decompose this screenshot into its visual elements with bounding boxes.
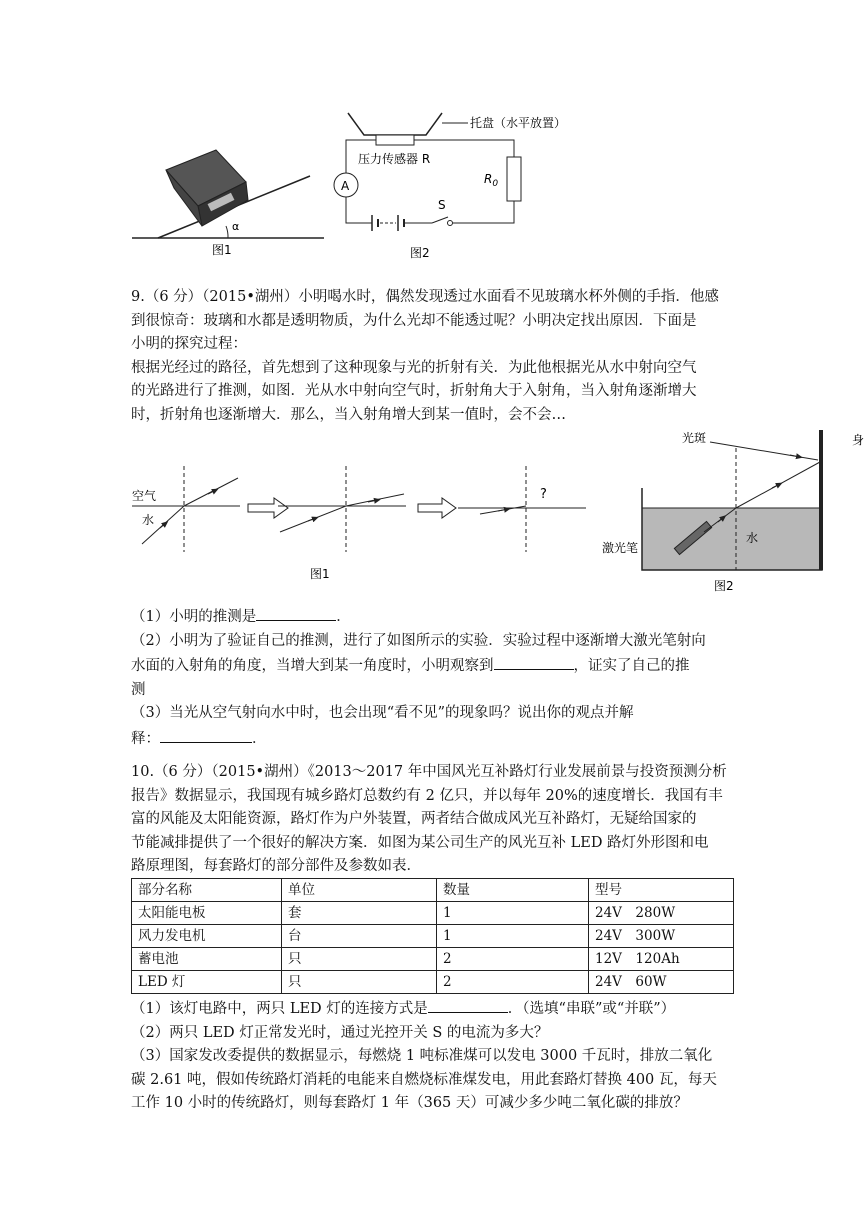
table-row [132,902,734,925]
table-row [132,971,734,994]
q10-line: 富的风能及太阳能资源，路灯作为户外装置，两者结合做成风光互补路灯，无疑给国家的 [131,811,697,827]
question-mark: ? [540,487,547,502]
q10-sub-questions [131,996,741,1116]
tank-water-label: 水 [746,531,759,545]
ammeter-label: A [341,179,350,193]
table-cell: 12V 120Ah [589,948,734,971]
table-cell: 蓄电池 [132,948,282,971]
q10-sub1 [131,996,741,1022]
q9-line: 到很惊奇：玻璃和水都是透明物质，为什么光却不能透过呢？小明决定找出原因．下面是 [131,312,697,329]
answer-blank[interactable] [494,653,574,670]
table-cell: 2 [437,971,589,994]
table-cell: 2 [437,948,589,971]
q10-sub3-end: 工作 10 小时的传统路灯，则每套路灯 1 年（365 天）可减少多少吨二氧化碳的排放？ [131,1095,688,1111]
q9-sub3-cont [131,726,741,752]
q10-header: 10.（6 分）（2015•湖州）《2013～2017 年中国风光互补路灯行业发展前景与投资预测分析 [131,764,727,780]
q9-sub3-text: 释： [131,730,160,747]
table-header: 型号 [589,879,734,902]
water-label: 水 [142,513,155,527]
q9-header: 9.（6 分）（2015•湖州）小明喝水时，偶然发现透过水面看不见玻璃水杯外侧的手指．他感 [131,289,719,305]
q9-line: 根据光经过的路径，首先想到了这种现象与光的折射有关．为此他根据光从水中射向空气 [131,359,697,376]
q9-line: 时，折射角也逐渐增大．那么，当入射角增大到某一值时，会不会… [131,406,566,423]
q8-fig1-label: 图1 [212,243,232,257]
table-cell: 1 [437,902,589,925]
q10-sub3-cont: 碳 2.61 吨，假如传统路灯消耗的电能来自燃烧标准煤发电，用此套路灯替换 400 瓦，每天 [131,1071,717,1088]
q9-fig1-label: 图1 [310,567,330,581]
q8-fig2-label: 图2 [410,246,430,260]
table-cell: 只 [282,971,437,994]
light-spot-label: 光斑 [682,431,707,445]
angle-label: α [232,220,240,233]
edge-text: 身 [852,433,865,447]
q10-sub2: （2）两只 LED 灯正常发光时，通过光控开关 S 的电流为多大？ [131,1024,549,1041]
q9-sub1-text: （1）小明的推测是 [131,609,257,625]
table-cell: 风力发电机 [132,925,282,948]
q9-sub3-end: ． [252,730,267,747]
q10-sub3: （3）国家发改委提供的数据显示，每燃烧 1 吨标准煤可以发电 3000 千瓦时，排放二氧化 [131,1048,713,1064]
q9-sub2: （2）小明为了验证自己的推测，进行了如图所示的实验．实验过程中逐渐增大激光笔射向 [131,632,706,649]
table-header: 单位 [282,879,437,902]
q10-line: 节能减排提供了一个很好的解决方案．如图为某公司生产的风光互补 LED 路灯外形图和电 [131,834,709,851]
table-header: 数量 [437,879,589,902]
q10-text [131,761,741,879]
q9-sub2-end: 测 [131,681,146,698]
table-row [132,948,734,971]
q9-fig2-label: 图2 [714,579,734,593]
laser-pen-label: 激光笔 [602,541,639,555]
q10-sub1-text: （1）该灯电路中，两只 LED 灯的连接方式是 [131,1001,428,1017]
answer-blank[interactable] [256,604,336,621]
sensor-label: 压力传感器 R [358,152,431,166]
q10-line: 路原理图，每套路灯的部分部件及参数如表． [131,858,421,874]
table-cell: 台 [282,925,437,948]
q9-sub1 [131,604,741,630]
table-cell: 只 [282,948,437,971]
q9-sub3: （3）当光从空气射向水中时，也会出现“看不见”的现象吗？说出你的观点并解 [131,705,634,721]
table-cell: 24V 280W [589,902,734,925]
tray-label: 托盘（水平放置） [470,116,567,130]
q9-sub2-cont [131,653,741,679]
q9-line: 的光路进行了推测，如图．光从水中射向空气时，折射角大于入射角，当入射角逐渐增大 [131,383,697,399]
table-cell: 1 [437,925,589,948]
table-cell: LED 灯 [132,971,282,994]
parts-parameter-table [131,878,734,994]
answer-blank[interactable] [428,996,508,1013]
table-cell: 24V 60W [589,971,734,994]
q8-fig2-circuit-diagram [328,105,608,265]
resistor-label: $R_0$ [484,172,499,189]
switch-label: S [438,198,446,212]
answer-blank[interactable] [160,726,252,743]
q9-line: 小明的探究过程： [131,336,247,352]
q9-sub2-text: 水面的入射角的角度，当增大到某一角度时，小明观察到 [131,658,494,674]
q10-sub1-end: ．（选填“串联”或“并联”） [507,1001,676,1017]
q9-sub1-end: ． [336,609,351,625]
q9-fig1-refraction-sequence [128,460,593,590]
q9-sub2-tail: ，证实了自己的推 [573,658,690,674]
air-label: 空气 [132,489,157,503]
q9-fig2-laser-tank [600,424,865,602]
q9-sub-questions [131,604,741,751]
table-header: 部分名称 [132,879,282,902]
q10-line: 报告》数据显示，我国现有城乡路灯总数约有 2 亿只，并以每年 20%的速度增长．我国有丰 [131,787,723,804]
table-header-row [132,879,734,902]
q9-text [131,286,741,427]
table-cell: 太阳能电板 [132,902,282,925]
table-cell: 套 [282,902,437,925]
q8-fig1-scale-on-incline [128,130,328,260]
table-row [132,925,734,948]
table-cell: 24V 300W [589,925,734,948]
